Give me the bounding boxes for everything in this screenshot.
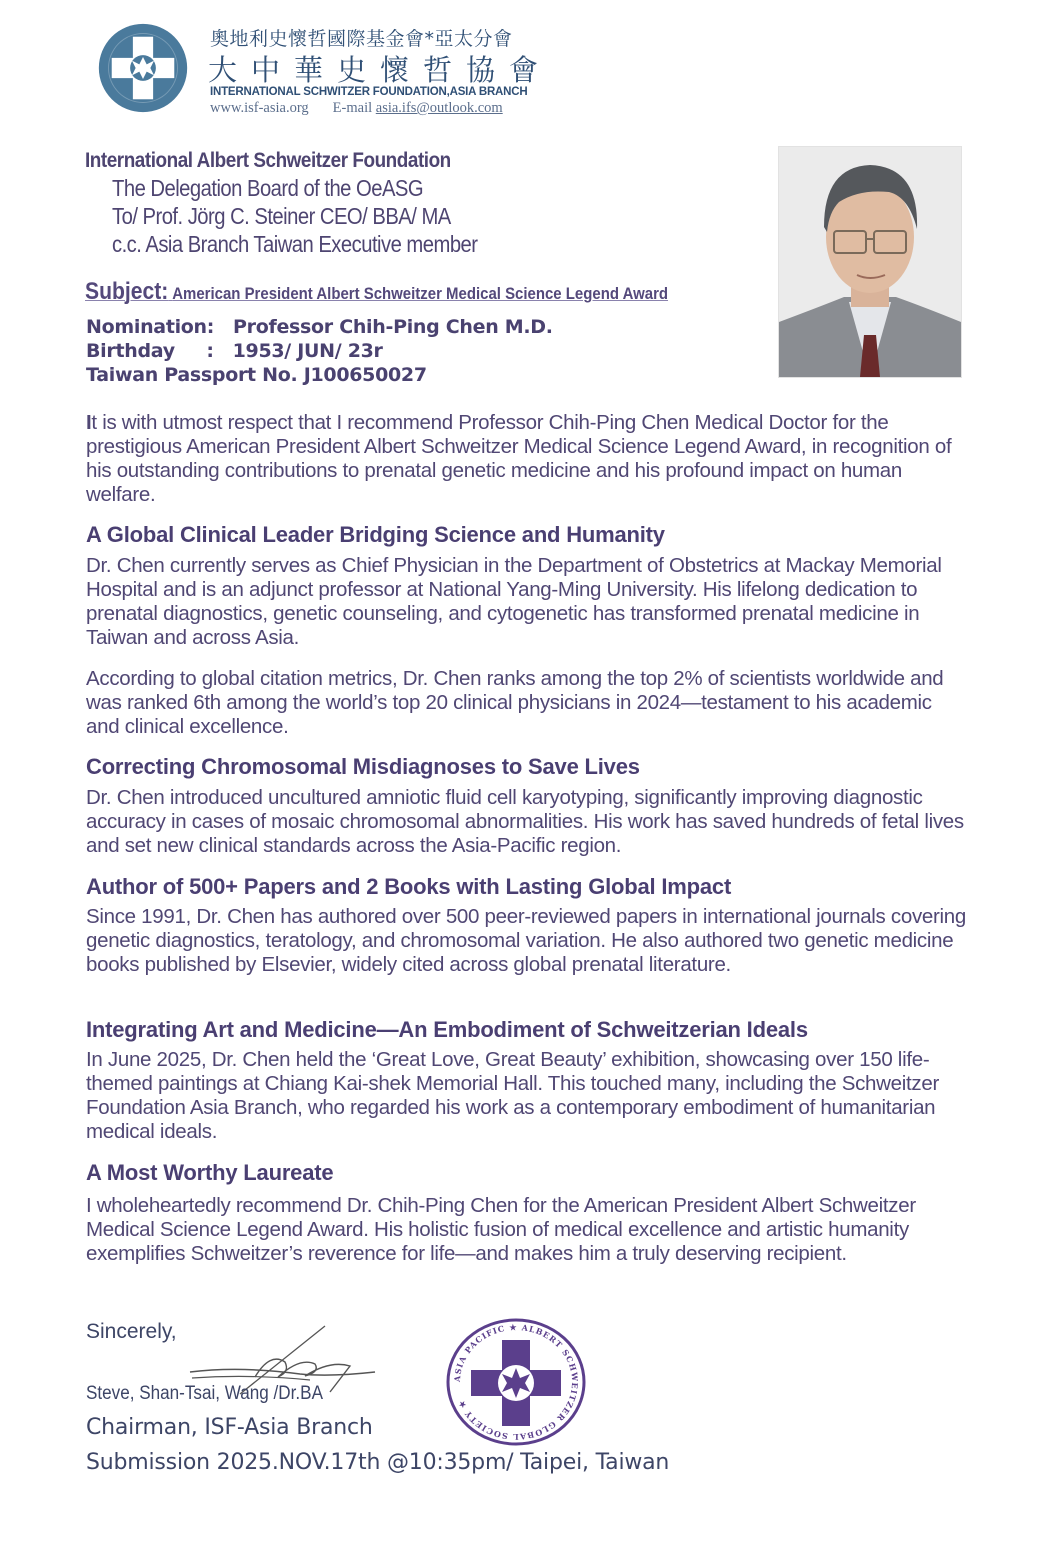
addressee-line: To/ Prof. Jörg C. Steiner CEO/ BBA/ MA — [112, 203, 451, 229]
addressee-organization: International Albert Schweitzer Foundation — [85, 149, 451, 172]
signer-title: Chairman, ISF-Asia Branch — [86, 1415, 373, 1440]
addressee-line: c.c. Asia Branch Taiwan Executive member — [112, 231, 478, 257]
section-heading: A Global Clinical Leader Bridging Science and Humanity — [86, 522, 665, 547]
section-paragraph: Since 1991, Dr. Chen has authored over 500 peer-reviewed papers in international journals covering genetic diagnostics, teratology, and chromosomal variation. He also authored two genetic medicine books published by Elsevier, widely cited across global prenatal literature. — [86, 905, 966, 976]
nominee-portrait-photo — [778, 146, 962, 378]
section-heading: Author of 500+ Papers and 2 Books with Lasting Global Impact — [86, 874, 732, 899]
email-label: E-mail — [332, 100, 373, 116]
section-paragraph: Dr. Chen introduced uncultured amniotic fluid cell karyotyping, significantly improving diagnostic accuracy in cases of mosaic chromosomal abnormalities. His work has saved hundreds of fetal lives and set new clinical standards across the Asia-Pacific region. — [86, 786, 964, 857]
foundation-logo-icon — [97, 22, 189, 114]
intro-paragraph: It is with utmost respect that I recommend Professor Chih-Ping Chen Medical Doctor for the prestigious American President Albert Schweitzer Medical Science Legend Award, in recognition of his outstanding contributions to prenatal genetic medicine and his profound impact on human welfare. — [86, 411, 952, 506]
passport-line: Taiwan Passport No. J100650027 — [86, 364, 427, 386]
section-heading: Correcting Chromosomal Misdiagnoses to Save Lives — [86, 754, 640, 779]
letterhead-chinese-subtitle: 大中華史懷哲協會 — [208, 53, 553, 87]
submission-timestamp: Submission 2025.NOV.17th @10:35pm/ Taipei, Taiwan — [86, 1450, 670, 1475]
section-paragraph: Dr. Chen currently serves as Chief Physician in the Department of Obstetrics at Mackay Memorial Hospital and is an adjunct professor at National Yang-Ming University. His lifelong dedication to prenatal diagnostics, genetic counseling, and cytogenetic has transformed prenatal medicine in Taiwan and across Asia. — [86, 554, 942, 649]
section-paragraph: According to global citation metrics, Dr. Chen ranks among the top 2% of scientists worldwide and was ranked 6th among the world’s top 20 clinical physicians in 2024—testament to his academic and clinical excellence. — [86, 667, 944, 738]
subject-line — [85, 278, 668, 306]
section-paragraph: I wholeheartedly recommend Dr. Chih-Ping Chen for the American President Albert Schweitzer Medical Science Legend Award. His holistic fusion of medical excellence and artistic humanity exemplifies Schweitzer’s reverence for life—and makes him a truly deserving recipient. — [86, 1194, 916, 1265]
subject-text: American President Albert Schweitzer Medical Science Legend Award — [172, 284, 669, 303]
website-link[interactable]: www.isf-asia.org — [210, 100, 309, 116]
section-heading: Integrating Art and Medicine—An Embodiment of Schweitzerian Ideals — [86, 1017, 808, 1042]
section-heading: A Most Worthy Laureate — [86, 1160, 334, 1185]
birthday-line: Birthday : 1953/ JUN/ 23r — [86, 340, 383, 362]
signer-name: Steve, Shan-Tsai, Wang /Dr.BA — [86, 1383, 323, 1404]
section-paragraph: In June 2025, Dr. Chen held the ‘Great Love, Great Beauty’ exhibition, showcasing over 150 life-themed paintings at Chiang Kai-shek Memorial Hall. This touched many, including the Schweitzer Foundation Asia Branch, who regarded his work as a contemporary embodiment of humanitarian medical ideals. — [86, 1048, 939, 1143]
subject-label: Subject: — [85, 278, 169, 305]
letterhead-chinese-title: 奧地利史懷哲國際基金會*亞太分會 — [210, 28, 513, 50]
email-link[interactable]: asia.ifs@outlook.com — [375, 100, 503, 116]
svg-text:ASIA PACIFIC ★ ALBERT SCHWEITZ: ASIA PACIFIC ★ ALBERT SCHWEITZER GLOBAL SOCIETY ★ — [451, 1321, 581, 1443]
letterhead-contact — [210, 100, 503, 117]
closing-salutation: Sincerely, — [86, 1320, 177, 1343]
addressee-line: The Delegation Board of the OeASG — [112, 175, 424, 201]
nomination-line: Nomination: Professor Chih-Ping Chen M.D. — [86, 316, 553, 338]
society-seal-icon — [445, 1318, 587, 1446]
letterhead-english-name: INTERNATIONAL SCHWITZER FOUNDATION,ASIA BRANCH — [210, 86, 528, 98]
